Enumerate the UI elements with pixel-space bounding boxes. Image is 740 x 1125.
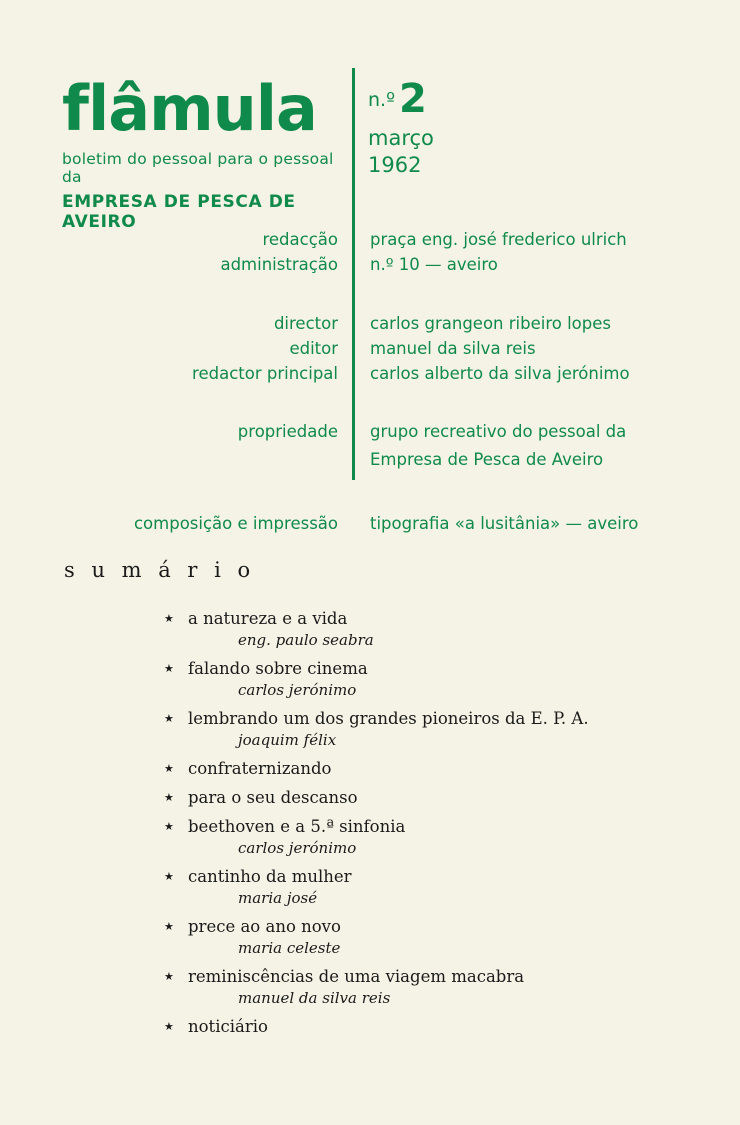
issue-year: 1962	[368, 153, 422, 177]
star-icon: ★	[164, 1021, 174, 1033]
contents-item-title: beethoven e a 5.ª sinfonia	[188, 817, 406, 836]
star-icon: ★	[164, 921, 174, 933]
credit-label: director	[273, 314, 338, 333]
credits-spacer	[0, 474, 740, 512]
credit-value: manuel da silva reis	[370, 339, 536, 358]
credit-label: editor	[289, 339, 338, 358]
credits-spacer	[0, 278, 740, 312]
credit-value: n.º 10 — aveiro	[370, 255, 498, 274]
credit-value: carlos alberto da silva jerónimo	[370, 364, 630, 383]
issue-label: n.º	[368, 89, 396, 111]
contents-item-title: prece ao ano novo	[188, 917, 341, 936]
star-icon: ★	[164, 821, 174, 833]
contents-item-title: falando sobre cinema	[188, 659, 368, 678]
credit-label: propriedade	[237, 422, 338, 441]
contents-item-title: cantinho da mulher	[188, 867, 352, 886]
title-column	[62, 72, 342, 232]
credit-row	[0, 337, 740, 362]
credit-label: composição e impressão	[133, 514, 338, 533]
list-item	[160, 816, 680, 859]
masthead-organization: EMPRESA DE PESCA DE AVEIRO	[62, 192, 296, 232]
credit-label: redactor principal	[192, 364, 338, 383]
list-item	[160, 758, 680, 780]
credit-label: redacção	[262, 230, 338, 249]
credits-spacer	[0, 387, 740, 420]
credits-block	[0, 228, 740, 537]
list-item	[160, 708, 680, 751]
table-of-contents	[160, 608, 680, 1045]
star-icon: ★	[164, 971, 174, 983]
magazine-logo: flâmula	[62, 72, 317, 145]
issue-number: 2	[399, 76, 427, 122]
star-icon: ★	[164, 613, 174, 625]
contents-item-author: eng. paulo seabra	[238, 631, 374, 649]
star-icon: ★	[164, 871, 174, 883]
list-item	[160, 916, 680, 959]
contents-item-author: carlos jerónimo	[238, 681, 357, 699]
contents-item-author: maria josé	[238, 889, 318, 907]
credit-value: grupo recreativo do pessoal da	[370, 422, 627, 441]
contents-item-title: noticiário	[188, 1017, 268, 1036]
contents-item-title: lembrando um dos grandes pioneiros da E. P. A.	[188, 709, 589, 728]
contents-heading: s u m á r i o	[64, 558, 256, 582]
issue-column	[368, 76, 434, 178]
credit-row	[0, 253, 740, 278]
credit-row	[0, 228, 740, 253]
credit-row	[0, 362, 740, 387]
credit-row-continuation	[0, 447, 740, 474]
contents-item-author: manuel da silva reis	[238, 989, 391, 1007]
list-item	[160, 658, 680, 701]
credit-row	[0, 420, 740, 447]
credit-value: praça eng. josé frederico ulrich	[370, 230, 627, 249]
star-icon: ★	[164, 792, 174, 804]
contents-item-title: reminiscências de uma viagem macabra	[188, 967, 525, 986]
credit-value: tipografia «a lusitânia» — aveiro	[370, 514, 639, 533]
contents-item-author: maria celeste	[238, 939, 341, 957]
credit-row	[0, 312, 740, 337]
star-icon: ★	[164, 713, 174, 725]
contents-item-author: carlos jerónimo	[238, 839, 357, 857]
contents-item-title: para o seu descanso	[188, 788, 358, 807]
list-item	[160, 608, 680, 651]
credit-label: administração	[220, 255, 338, 274]
masthead-tagline: boletim do pessoal para o pessoal da	[62, 150, 334, 186]
issue-line	[368, 76, 434, 122]
star-icon: ★	[164, 663, 174, 675]
credit-value: Empresa de Pesca de Aveiro	[370, 450, 604, 469]
issue-month: março	[368, 126, 434, 150]
contents-item-title: a natureza e a vida	[188, 609, 348, 628]
list-item	[160, 966, 680, 1009]
credit-row	[0, 512, 740, 537]
contents-item-author: joaquim félix	[238, 731, 337, 749]
list-item	[160, 787, 680, 809]
list-item	[160, 866, 680, 909]
star-icon: ★	[164, 763, 174, 775]
contents-item-title: confraternizando	[188, 759, 332, 778]
credit-value: carlos grangeon ribeiro lopes	[370, 314, 611, 333]
list-item	[160, 1016, 680, 1038]
